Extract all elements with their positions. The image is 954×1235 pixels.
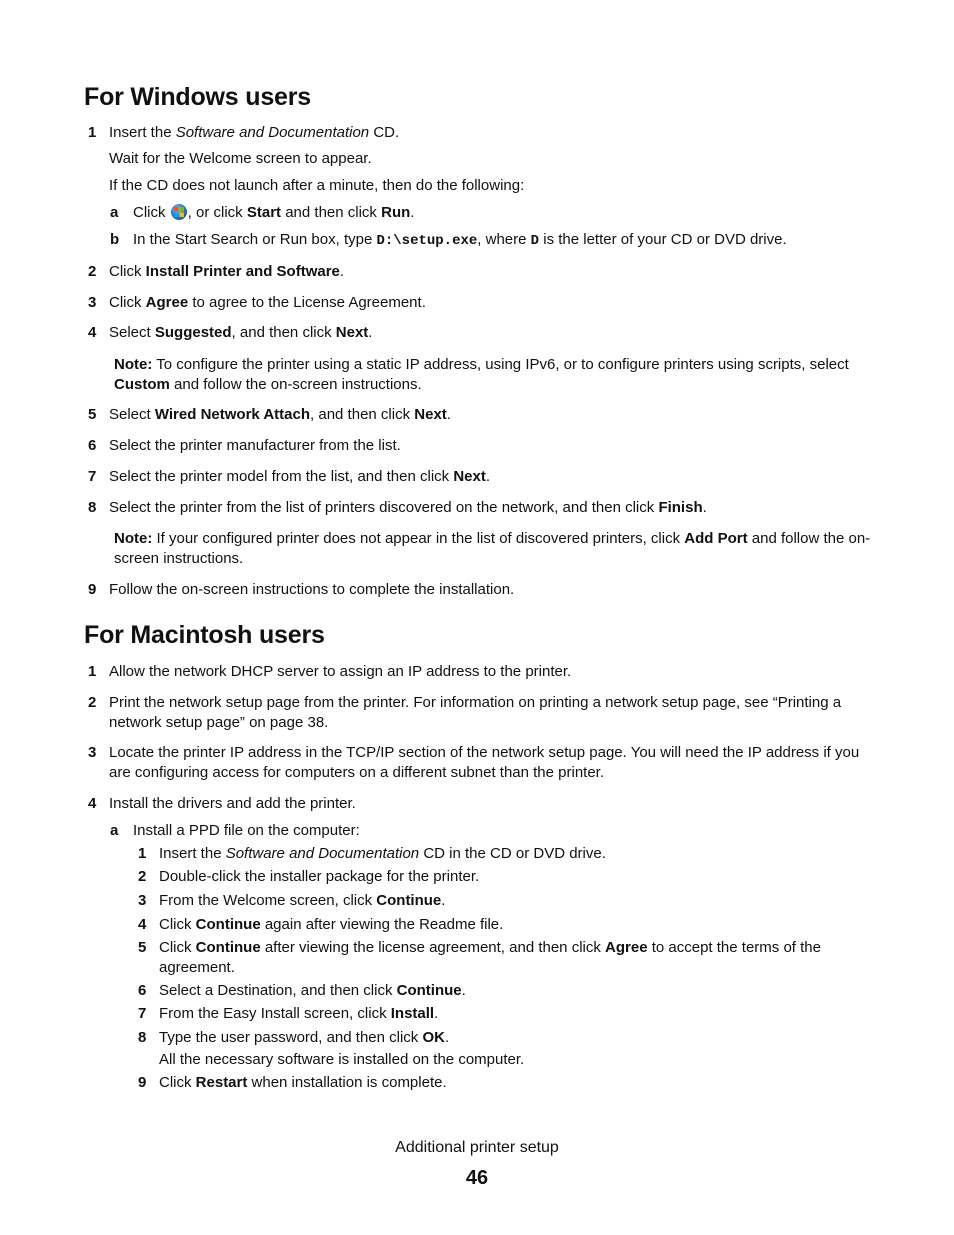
footer-page-number: 46 (465, 1167, 489, 1189)
document-page: For Windows users 1 Insert the Software and Documentation CD. Wait for the Welcome screen to appear. If the CD does not launch after a minute, then do the following: a Click , or click Start and then click Run. b In the Start Search or Run box, type D:\setup.exe, where D is the letter of your CD or DVD drive. 2 Click Install Printer and Software. 3 Click Agree to agree to the License Agreement. 4 Select Suggested, and then click Next. Note: To configure the printer using a static IP address, using IPv6, or to configure printers using scripts, select Custom and follow the on-screen instructions. 5 Select Wired Network Attach, and then click Next. 6 Select the printer manufacturer from the list. 7 Select the printer model from the list, and then click Next. 8 Select the printer from the list of printers discovered on the network, and then click Finish. Note: If your configured printer does not appear in the list of discovered printers, click Add Port and follow the on-screen instructions. 9 Follow the on-screen instructions to complete the installation. For Macintosh users 1 Allow the network DHCP server to assign an IP address to the printer. 2 Print the network setup page from the printer. For information on printing a network setup page, see “Printing a network setup page” on page 38. 3 Locate the printer IP address in the TCP/IP section of the network setup page. You will need the IP address if you are configuring access for computers on a different subnet than the printer. 4 Install the drivers and add the printer. a Install a PPD file on the computer: 1 Insert the Software and Documentation CD in the CD or DVD drive. 2 Double-click the installer package for the printer. 3 From the Welcome screen, click Continue. 4 Click Continue again after viewing the Readme file. 5 Click Continue after viewing the license agreement, and then click Agree to accept the terms of the agreement. 6 Select a Destination, and then click Continue. 7 From the Easy Install screen, click Install. 8 Type the user password, and then click OK. All the necessary software is installed on the computer. 9 Click Restart when installation is complete. Additional printer setup 46 (0, 0, 954, 1235)
windows-ifcd-text: If the CD does not launch after a minute, then do the following: (109, 177, 525, 194)
windows-start-orb-icon (171, 204, 187, 220)
windows-heading: For Windows users (84, 83, 311, 111)
mac-heading: For Macintosh users (84, 621, 325, 649)
windows-note-2: Note: If your configured printer does not appear in the list of discovered printers, click Add Port and follow the on-screen instructions. (114, 530, 871, 567)
windows-note-1: Note: To configure the printer using a static IP address, using IPv6, or to configure printers using scripts, select Custom and follow the on-screen instructions. (114, 356, 849, 393)
footer-section-title: Additional printer setup (395, 1139, 559, 1156)
windows-wait-text: Wait for the Welcome screen to appear. (109, 150, 372, 167)
